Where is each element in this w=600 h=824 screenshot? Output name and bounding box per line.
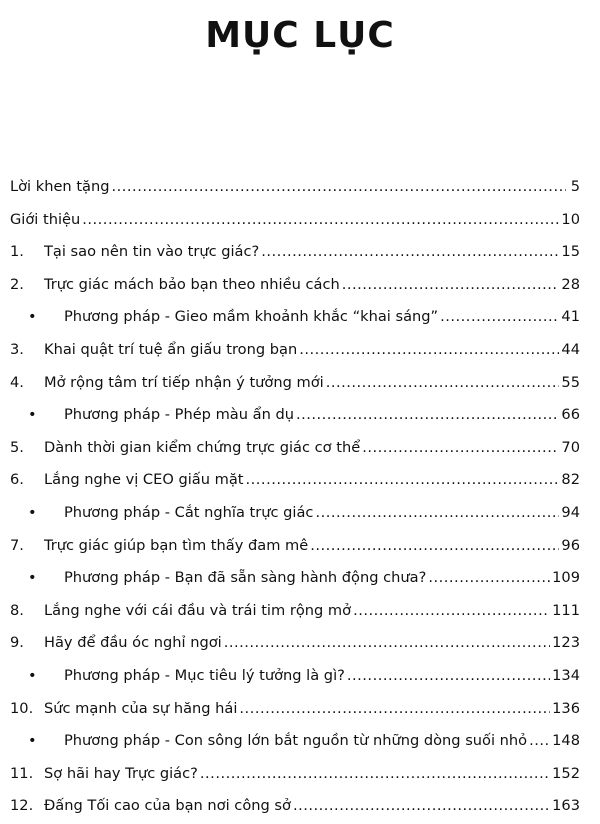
toc-entry-page: 111 <box>552 601 580 619</box>
toc-entry-number: 1. <box>10 243 24 261</box>
toc-entry[interactable] <box>10 302 580 335</box>
toc-entry-title: Lời khen tặng <box>10 178 110 195</box>
dot-leader <box>82 205 559 235</box>
bullet-icon: • <box>28 569 37 587</box>
toc-entry-title: Phương pháp - Mục tiêu lý tưởng là gì? <box>64 666 345 684</box>
toc-entry-page: 94 <box>561 503 580 521</box>
toc-entry[interactable] <box>10 368 580 401</box>
toc-entry[interactable] <box>10 596 580 629</box>
toc-entry-title: Đấng Tối cao của bạn nơi công sở <box>44 797 291 815</box>
table-of-contents <box>10 172 580 824</box>
toc-entry-title: Trực giác mách bảo bạn theo nhiều cách <box>44 275 340 293</box>
toc-entry-title: Dành thời gian kiểm chứng trực giác cơ thể <box>44 438 361 456</box>
toc-entry-title: Tại sao nên tin vào trực giác? <box>44 243 260 261</box>
toc-entry-page: 15 <box>561 243 580 261</box>
toc-entry-number: 2. <box>10 275 24 293</box>
toc-entry[interactable] <box>10 498 580 531</box>
dot-leader <box>347 661 550 691</box>
bullet-icon: • <box>28 503 37 521</box>
toc-entry-page: 109 <box>552 569 580 587</box>
toc-entry[interactable] <box>10 205 580 238</box>
toc-entry-page: 82 <box>561 471 580 489</box>
bullet-icon: • <box>28 406 37 424</box>
toc-entry-title: Trực giác giúp bạn tìm thấy đam mê <box>44 536 309 554</box>
toc-entry-title: Phương pháp - Gieo mầm khoảnh khắc “khai sáng” <box>64 308 439 326</box>
toc-entry-page: 96 <box>561 536 580 554</box>
bullet-icon: • <box>28 732 37 750</box>
toc-entry-page: 148 <box>552 732 580 750</box>
toc-entry[interactable] <box>10 465 580 498</box>
toc-entry-title: Khai quật trí tuệ ẩn giấu trong bạn <box>44 340 298 358</box>
toc-entry-number: 11. <box>10 764 34 782</box>
toc-entry-number: 6. <box>10 471 24 489</box>
dot-leader <box>299 335 559 365</box>
toc-entry-page: 136 <box>552 699 580 717</box>
toc-entry-title: Lắng nghe với cái đầu và trái tim rộng mở <box>44 601 352 619</box>
toc-entry[interactable] <box>10 531 580 564</box>
dot-leader <box>310 531 559 561</box>
toc-entry-page: 123 <box>552 634 580 652</box>
toc-entry-number: 7. <box>10 536 24 554</box>
toc-entry[interactable] <box>10 172 580 205</box>
dot-leader <box>293 791 550 821</box>
toc-entry-number: 12. <box>10 797 34 815</box>
toc-entry-page: 28 <box>561 275 580 293</box>
dot-leader <box>261 237 559 267</box>
dot-leader <box>112 172 567 202</box>
toc-entry[interactable] <box>10 563 580 596</box>
toc-entry-page: 5 <box>570 178 580 195</box>
toc-entry-page: 44 <box>561 340 580 358</box>
toc-entry-page: 66 <box>561 406 580 424</box>
toc-entry-page: 41 <box>561 308 580 326</box>
toc-entry-number: 9. <box>10 634 24 652</box>
toc-entry[interactable] <box>10 400 580 433</box>
dot-leader <box>246 465 560 495</box>
dot-leader <box>529 726 550 756</box>
toc-entry[interactable] <box>10 726 580 759</box>
dot-leader <box>315 498 559 528</box>
page-title: MỤC LỤC <box>205 15 395 56</box>
toc-entry[interactable] <box>10 791 580 824</box>
toc-entry[interactable] <box>10 694 580 727</box>
dot-leader <box>362 433 559 463</box>
dot-leader <box>428 563 550 593</box>
toc-entry-page: 10 <box>561 210 580 228</box>
toc-entry-title: Sức mạnh của sự hăng hái <box>44 699 238 717</box>
toc-entry-title: Phương pháp - Phép màu ẩn dụ <box>64 406 294 424</box>
toc-entry[interactable] <box>10 661 580 694</box>
toc-entry-title: Giới thiệu <box>10 210 81 228</box>
dot-leader <box>440 302 559 332</box>
dot-leader <box>239 694 550 724</box>
toc-entry-title: Lắng nghe vị CEO giấu mặt <box>44 471 244 489</box>
dot-leader <box>296 400 559 430</box>
toc-entry-number: 8. <box>10 601 24 619</box>
toc-entry-number: 5. <box>10 438 24 456</box>
toc-entry-page: 55 <box>561 373 580 391</box>
toc-entry-page: 134 <box>552 666 580 684</box>
toc-entry-number: 10. <box>10 699 34 717</box>
dot-leader <box>353 596 550 626</box>
dot-leader <box>326 368 560 398</box>
toc-entry-number: 4. <box>10 373 24 391</box>
toc-entry[interactable] <box>10 237 580 270</box>
toc-entry[interactable] <box>10 433 580 466</box>
toc-entry[interactable] <box>10 759 580 792</box>
toc-entry-title: Phương pháp - Con sông lớn bắt nguồn từ những dòng suối nhỏ <box>64 732 528 750</box>
toc-entry-number: 3. <box>10 340 24 358</box>
bullet-icon: • <box>28 666 37 684</box>
toc-entry-title: Sợ hãi hay Trực giác? <box>44 764 198 782</box>
toc-entry-title: Phương pháp - Cắt nghĩa trực giác <box>64 503 314 521</box>
toc-entry-title: Phương pháp - Bạn đã sẵn sàng hành động chưa? <box>64 569 427 587</box>
toc-entry[interactable] <box>10 335 580 368</box>
toc-entry[interactable] <box>10 270 580 303</box>
bullet-icon: • <box>28 308 37 326</box>
toc-entry[interactable] <box>10 628 580 661</box>
toc-entry-page: 152 <box>552 764 580 782</box>
dot-leader <box>224 628 550 658</box>
toc-entry-page: 163 <box>552 797 580 815</box>
toc-entry-title: Mở rộng tâm trí tiếp nhận ý tưởng mới <box>44 373 324 391</box>
dot-leader <box>342 270 560 300</box>
toc-entry-page: 70 <box>561 438 580 456</box>
toc-entry-title: Hãy để đầu óc nghỉ ngơi <box>44 634 222 652</box>
dot-leader <box>200 759 550 789</box>
